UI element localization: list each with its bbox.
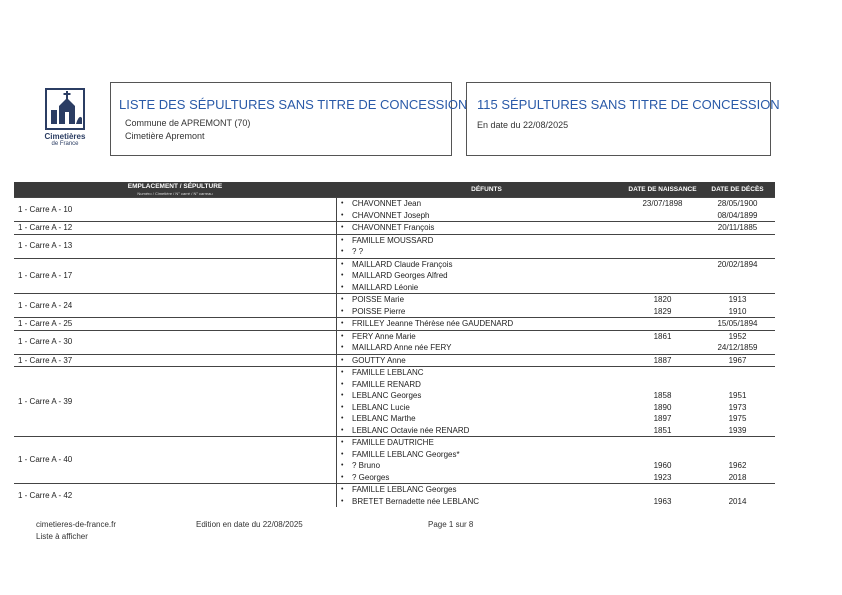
death-date-cell: 1951 (728, 391, 747, 400)
deceased-name-cell: LEBLANC Georges (352, 391, 422, 400)
bullet-cell: • (341, 392, 344, 399)
bullet-cell: • (341, 403, 344, 411)
location-cell: 1 - Carre A - 13 (14, 234, 336, 258)
bullet-cell: • (341, 272, 344, 279)
table-row (14, 234, 775, 246)
location-cell: 1 - Carre A - 10 (14, 198, 336, 222)
bullet-cell: • (336, 318, 348, 331)
deceased-name-cell: FAMILLE RENARD (352, 379, 421, 389)
cemetery-label: Cimetière Apremont (125, 131, 205, 141)
bullet-cell: • (341, 283, 344, 291)
logo (36, 88, 94, 154)
death-date-cell (700, 270, 775, 282)
birth-date-cell: 1960 (653, 461, 672, 470)
bullet-cell: • (341, 497, 344, 505)
location-cell: 1 - Carre A - 25 (14, 318, 336, 331)
birth-date-cell (625, 367, 700, 379)
cemetery-chapel-icon (45, 88, 85, 130)
death-date-cell: 1975 (728, 414, 747, 423)
birth-date-cell: 1820 (625, 294, 700, 306)
col-defunts: DÉFUNTS (348, 182, 625, 198)
death-date-cell: 1910 (728, 306, 747, 316)
col-deces: DATE DE DÉCÈS (700, 182, 775, 198)
birth-date-cell: 1963 (653, 496, 672, 506)
death-date-cell: 20/11/1885 (700, 222, 775, 235)
summary-box (466, 82, 780, 156)
bullet-cell: • (341, 450, 344, 458)
logo-line2: de France (51, 141, 79, 147)
death-date-cell: 1952 (700, 330, 775, 342)
deceased-name-cell: LEBLANC Octavie née RENARD (352, 425, 470, 435)
death-date-cell: 20/02/1894 (700, 258, 775, 270)
table-header-row (14, 182, 775, 198)
deceased-name-cell: POISSE Pierre (352, 306, 406, 316)
col-naissance: DATE DE NAISSANCE (625, 182, 700, 198)
birth-date-cell (625, 449, 700, 461)
death-date-cell: 15/05/1894 (700, 318, 775, 331)
death-date-cell: 1973 (728, 402, 747, 412)
death-date-cell (700, 449, 775, 461)
bullet-cell: • (341, 415, 344, 422)
deceased-name-cell: CHAVONNET François (348, 222, 625, 235)
birth-date-cell (625, 342, 700, 354)
table-row (14, 294, 775, 306)
table-row (14, 318, 775, 331)
deceased-name-cell: ? ? (352, 247, 364, 256)
location-cell: 1 - Carre A - 24 (14, 294, 336, 318)
bullet-cell: • (336, 367, 348, 379)
deceased-name-cell: BRETET Bernadette née LEBLANC (352, 496, 480, 506)
location-cell: 1 - Carre A - 12 (14, 222, 336, 235)
death-date-cell: 24/12/1859 (717, 343, 758, 352)
bullet-cell: • (341, 426, 344, 434)
deceased-name-cell: FAMILLE MOUSSARD (348, 234, 625, 246)
summary-title: 115 SÉPULTURES SANS TITRE DE CONCESSION (477, 97, 780, 112)
birth-date-cell: 1897 (653, 414, 672, 423)
death-date-cell: 1939 (728, 425, 747, 435)
birth-date-cell: 1829 (653, 306, 672, 316)
logo-line1: Cimetières (44, 132, 86, 141)
deceased-name-cell: MAILLARD Claude François (348, 258, 625, 270)
death-date-cell: 1967 (700, 354, 775, 367)
table-row (14, 484, 775, 496)
deceased-name-cell: FAMILLE LEBLANC Georges (348, 484, 625, 496)
birth-date-cell (625, 282, 700, 294)
bullet-cell: • (336, 437, 348, 449)
deceased-name-cell: MAILLARD Georges Alfred (352, 271, 448, 280)
location-cell: 1 - Carre A - 40 (14, 437, 336, 484)
table-row (14, 367, 775, 379)
deceased-name-cell: FERY Anne Marie (348, 330, 625, 342)
deceased-name-cell: GOUTTY Anne (348, 354, 625, 367)
commune-label: Commune de APREMONT (70) (125, 118, 251, 128)
birth-date-cell: 23/07/1898 (625, 198, 700, 210)
bullet-cell: • (341, 307, 344, 315)
deceased-name-cell: FRILLEY Jeanne Thérèse née GAUDENARD (348, 318, 625, 331)
deceased-name-cell: MAILLARD Anne née FERY (352, 343, 452, 352)
birth-date-cell (625, 234, 700, 246)
bullet-cell: • (341, 462, 344, 469)
deceased-name-cell: MAILLARD Léonie (352, 282, 419, 292)
location-cell: 1 - Carre A - 37 (14, 354, 336, 367)
deceased-name-cell: LEBLANC Lucie (352, 402, 410, 412)
list-header-box (110, 82, 468, 156)
birth-date-cell (625, 437, 700, 449)
birth-date-cell: 1890 (653, 402, 672, 412)
death-date-cell (700, 282, 775, 294)
location-cell: 1 - Carre A - 39 (14, 367, 336, 437)
bullet-cell: • (336, 198, 348, 210)
bullet-cell: • (336, 330, 348, 342)
location-cell: 1 - Carre A - 17 (14, 258, 336, 294)
burials-table (14, 182, 775, 507)
bullet-cell: • (336, 258, 348, 270)
birth-date-cell (625, 222, 700, 235)
birth-date-cell: 1851 (653, 425, 672, 435)
birth-date-cell: 1887 (625, 354, 700, 367)
death-date-cell: 2014 (728, 496, 747, 506)
col-emplacement: EMPLACEMENT / SÉPULTURE Numéro / Cimetière / N° carré / N° carreau (14, 182, 336, 198)
deceased-name-cell: CHAVONNET Jean (348, 198, 625, 210)
birth-date-cell: 1861 (625, 330, 700, 342)
location-cell: 1 - Carre A - 42 (14, 484, 336, 508)
deceased-name-cell: CHAVONNET Joseph (352, 210, 430, 220)
table-row (14, 330, 775, 342)
birth-date-cell (625, 258, 700, 270)
table-row (14, 354, 775, 367)
death-date-cell: 28/05/1900 (700, 198, 775, 210)
deceased-name-cell: FAMILLE LEBLANC Georges* (352, 449, 460, 459)
birth-date-cell (625, 270, 700, 282)
deceased-name-cell: ? Georges (352, 472, 390, 482)
footer-edition: Edition en date du 22/08/2025 (196, 520, 303, 529)
bullet-cell: • (336, 234, 348, 246)
deceased-name-cell: FAMILLE LEBLANC (348, 367, 625, 379)
deceased-name-cell: ? Bruno (352, 461, 381, 470)
death-date-cell (700, 484, 775, 496)
table-row (14, 437, 775, 449)
death-date-cell (700, 437, 775, 449)
birth-date-cell (625, 246, 700, 258)
bullet-cell: • (341, 248, 344, 255)
bullet-cell: • (336, 354, 348, 367)
death-date-cell (700, 234, 775, 246)
page-title: LISTE DES SÉPULTURES SANS TITRE DE CONCESSION (119, 97, 468, 112)
col-bullet (336, 182, 348, 198)
birth-date-cell (625, 484, 700, 496)
table-body (14, 198, 775, 508)
death-date-cell: 1913 (700, 294, 775, 306)
deceased-name-cell: POISSE Marie (348, 294, 625, 306)
birth-date-cell (625, 318, 700, 331)
bullet-cell: • (336, 484, 348, 496)
bullet-cell: • (341, 211, 344, 219)
deceased-name-cell: LEBLANC Marthe (352, 414, 416, 423)
bullet-cell: • (336, 222, 348, 235)
death-date-cell: 2018 (728, 472, 747, 482)
death-date-cell (700, 367, 775, 379)
birth-date-cell: 1858 (653, 391, 672, 400)
table-row (14, 222, 775, 235)
footer-page: Page 1 sur 8 (428, 520, 474, 529)
table-row (14, 258, 775, 270)
birth-date-cell: 1923 (653, 472, 672, 482)
bullet-cell: • (336, 294, 348, 306)
death-date-cell: 08/04/1899 (717, 210, 758, 220)
birth-date-cell (625, 379, 700, 391)
footer-site: cimetieres-de-france.fr (36, 520, 117, 529)
bullet-cell: • (341, 380, 344, 388)
birth-date-cell (625, 210, 700, 222)
death-date-cell (700, 379, 775, 391)
table-row (14, 198, 775, 210)
death-date-cell (700, 246, 775, 258)
bullet-cell: • (341, 344, 344, 351)
summary-date: En date du 22/08/2025 (477, 120, 569, 130)
deceased-name-cell: FAMILLE DAUTRICHE (348, 437, 625, 449)
death-date-cell: 1962 (728, 461, 747, 470)
footer-list: Liste à afficher (36, 532, 88, 541)
bullet-cell: • (341, 473, 344, 481)
location-cell: 1 - Carre A - 30 (14, 330, 336, 354)
